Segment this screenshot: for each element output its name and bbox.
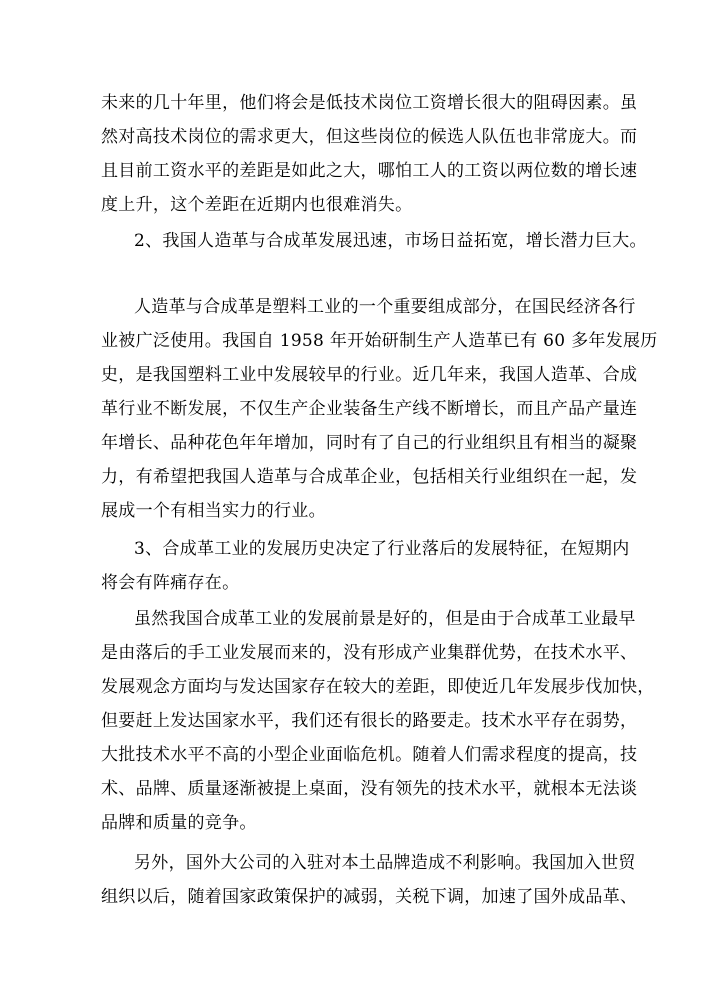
text-line-6: 人造革与合成革是塑料工业的一个重要组成部分，在国民经济各行	[134, 297, 636, 317]
text-line-15: 虽然我国合成革工业的发展前景是好的，但是由于合成革工业最早	[134, 609, 636, 629]
text-line-3: 且目前工资水平的差距是如此之大，哪怕工人的工资以两位数的增长速	[101, 161, 638, 181]
text-line-18: 但要赶上发达国家水平，我们还有很长的路要走。技术水平存在弱势，	[101, 711, 638, 731]
heading-3-cont: 将会有阵痛存在。	[101, 573, 240, 593]
heading-3: 3、合成革工业的发展历史决定了行业落后的发展特征，在短期内	[134, 539, 630, 559]
text-line-1: 未来的几十年里，他们将会是低技术岗位工资增长很大的阻碍因素。虽	[101, 93, 638, 113]
text-line-2: 然对高技术岗位的需求更大，但这些岗位的候选人队伍也非常庞大。而	[101, 127, 638, 147]
text-line-16: 是由落后的手工业发展而来的，没有形成产业集群优势，在技术水平、	[101, 643, 638, 663]
text-line-21: 品牌和质量的竞争。	[101, 813, 257, 833]
text-line-20: 术、品牌、质量逐渐被提上桌面，没有领先的技术水平，就根本无法谈	[101, 779, 638, 799]
text-line-23: 组织以后，随着国家政策保护的减弱，关税下调，加速了国外成品革、	[101, 887, 638, 907]
heading-2: 2、我国人造革与合成革发展迅速，市场日益拓宽，增长潜力巨大。	[134, 231, 647, 251]
text-line-19: 大批技术水平不高的小型企业面临危机。随着人们需求程度的提高，技	[101, 745, 638, 765]
text-line-17: 发展观念方面均与发达国家存在较大的差距，即使近几年发展步伐加快，	[101, 677, 655, 697]
text-line-4: 度上升，这个差距在近期内也很难消失。	[101, 195, 413, 215]
text-line-12: 展成一个有相当实力的行业。	[101, 501, 326, 521]
text-line-9: 革行业不断发展，不仅生产企业装备生产线不断增长，而且产品产量连	[101, 399, 638, 419]
text-line-22: 另外，国外大公司的入驻对本土品牌造成不利影响。我国加入世贸	[134, 853, 636, 873]
text-line-8: 史，是我国塑料工业中发展较早的行业。近几年来，我国人造革、合成	[101, 365, 638, 385]
text-line-11: 力，有希望把我国人造革与合成革企业，包括相关行业组织在一起，发	[101, 467, 638, 487]
text-line-7: 业被广泛使用。我国自 1958 年开始研制生产人造革已有 60 多年发展历	[101, 331, 658, 351]
text-line-10: 年增长、品种花色年年增加，同时有了自己的行业组织且有相当的凝聚	[101, 433, 638, 453]
